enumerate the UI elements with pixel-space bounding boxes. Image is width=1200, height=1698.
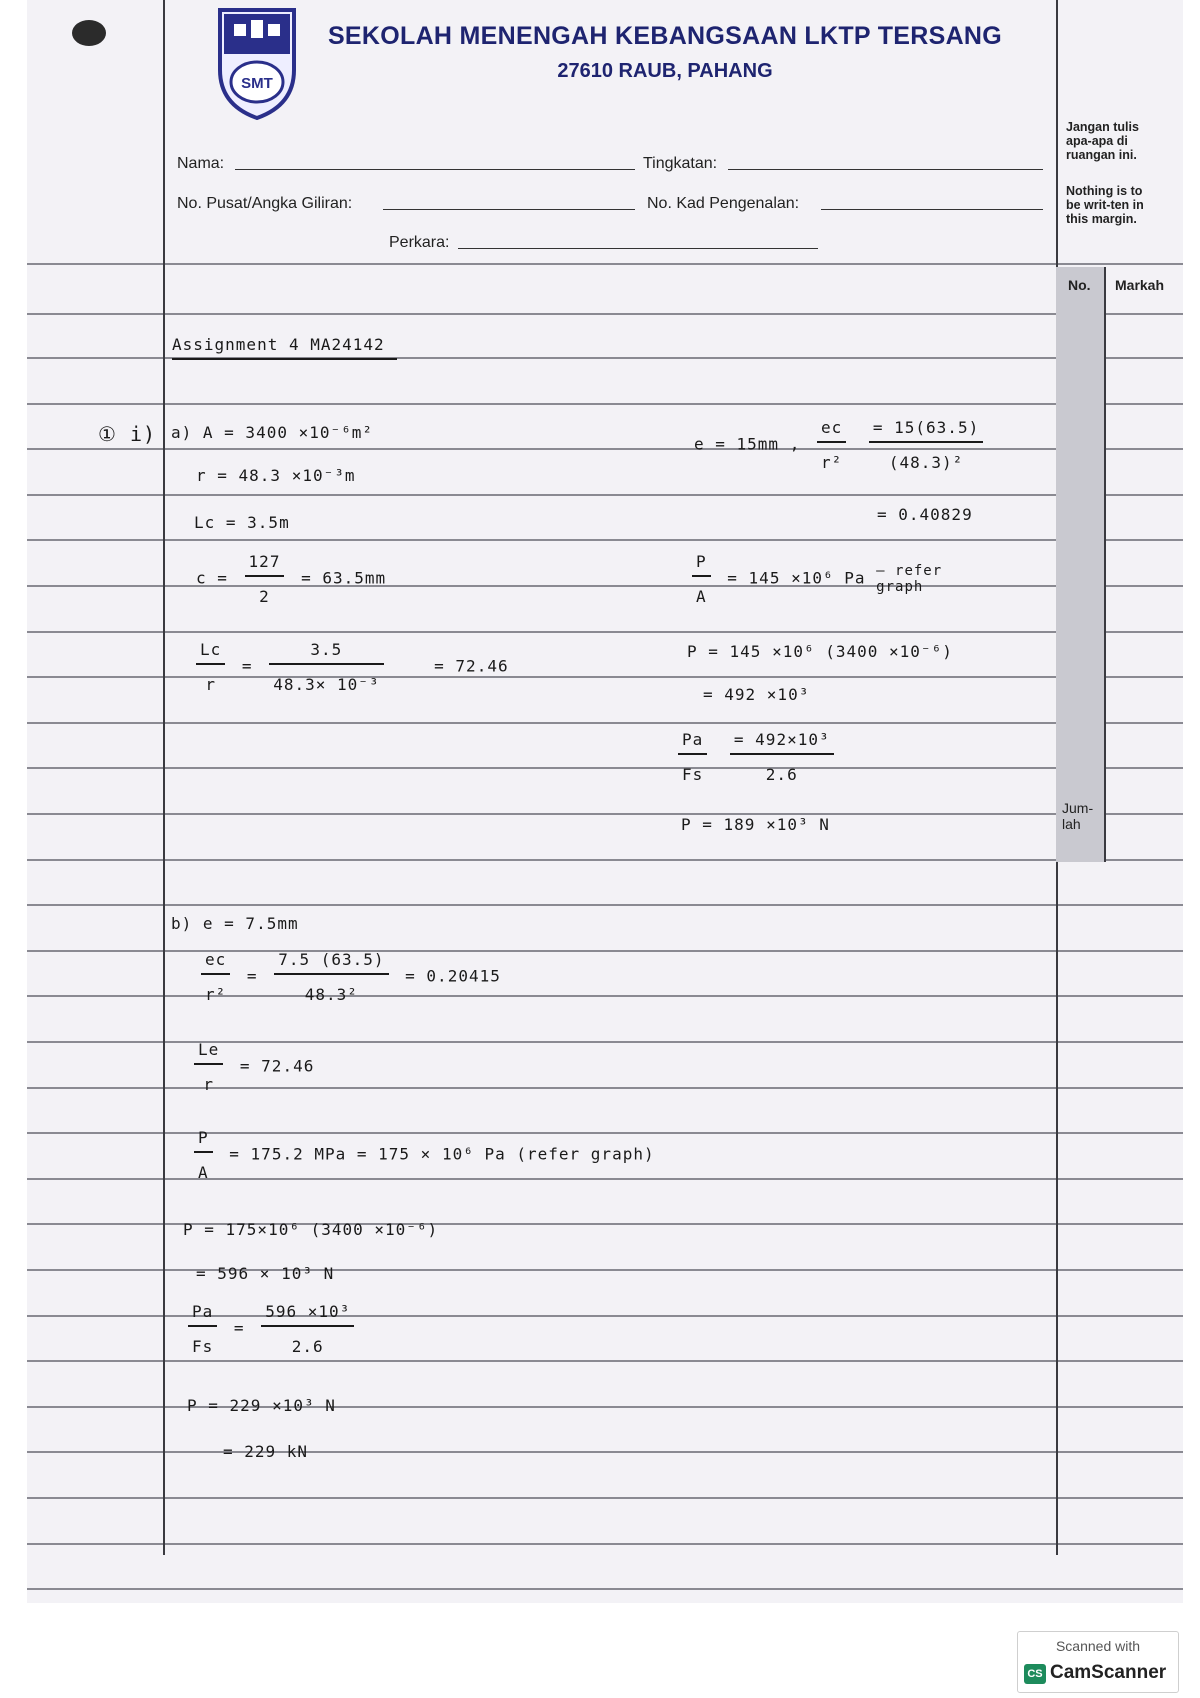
ruled-line <box>27 1543 1183 1545</box>
camscanner-icon: CS <box>1024 1664 1046 1684</box>
a-allowable <box>672 730 840 784</box>
ruled-line <box>27 313 1183 315</box>
b-le-den: r <box>194 1063 223 1094</box>
c-rhs: = 63.5mm <box>301 568 387 588</box>
ruled-line <box>27 1588 1183 1590</box>
a-load-calc: P = 145 ×10⁶ (3400 ×10⁻⁶) <box>687 642 953 661</box>
scanned-with-text: Scanned with <box>1055 1638 1141 1654</box>
a-radius: r = 48.3 ×10⁻³m <box>196 466 356 485</box>
a-final-load: P = 189 ×10³ N <box>681 815 830 834</box>
pa-den: A <box>692 575 711 606</box>
margin-note-english: Nothing is to be writ-ten in this margin. <box>1066 184 1144 226</box>
ec-rden: (48.3)² <box>869 441 983 472</box>
marks-column-divider <box>1104 267 1106 862</box>
pa-note: – refer graph <box>876 563 943 595</box>
b-stress <box>188 1128 655 1182</box>
a-effective-length: Lc = 3.5m <box>194 513 290 532</box>
a-area: a) A = 3400 ×10⁻⁶m² <box>171 423 374 442</box>
c-num: 127 <box>248 552 281 571</box>
b-slenderness <box>188 1040 314 1094</box>
margin-note-malay: Jangan tulis apa-apa di ruangan ini. <box>1066 120 1139 162</box>
b-le-num: Le <box>198 1040 220 1059</box>
punch-hole <box>72 20 106 46</box>
a-stress <box>686 552 966 606</box>
a-eccentricity-ratio <box>694 418 989 472</box>
lcr-den: 48.3× 10⁻³ <box>269 663 383 694</box>
ruled-line <box>27 539 1183 541</box>
nama-label: Nama: <box>177 155 225 172</box>
ruled-line <box>27 722 1183 724</box>
b-ec-result: = 0.20415 <box>405 966 501 986</box>
a-ec-result: = 0.40829 <box>877 505 973 524</box>
b-allowable: $\frac{Pa}{Fs}$ = $\frac{\text{596 ×10³}}{2.6}$ <box>182 1302 360 1356</box>
a-c-calc <box>196 552 386 606</box>
b-eccentricity-ratio: $\frac{ec}{\text{r²}}$ = $\frac{7.5 (63.5)}{\text{48.3²}}$ = 0.20415 <box>195 950 501 1004</box>
paper-sheet <box>27 0 1183 1603</box>
b-pa-rhs: = 175.2 MPa = 175 × 10⁶ Pa (refer graph) <box>229 1144 655 1164</box>
ruled-line <box>27 1360 1183 1362</box>
lcr-lhs-den: r <box>196 663 225 694</box>
b-final-load: P = 229 ×10³ N <box>187 1396 336 1415</box>
pafs-rnum: = 492×10³ <box>733 730 830 749</box>
jumlah-label: Jum-lah <box>1062 800 1094 832</box>
question-number: ① i) <box>98 422 157 446</box>
ruled-line <box>27 263 1183 265</box>
school-address: 27610 RAUB, PAHANG <box>557 60 773 82</box>
assignment-heading: Assignment 4 MA24142 <box>172 335 397 360</box>
ruled-line <box>27 813 1183 815</box>
column-markah: Markah <box>1115 277 1165 293</box>
marks-column-shade <box>1056 267 1105 862</box>
column-no: No. <box>1068 277 1091 293</box>
ruled-line <box>27 859 1183 861</box>
b-final-kn: = 229 kN <box>223 1442 309 1461</box>
left-margin-line <box>163 0 165 1555</box>
ruled-line <box>27 403 1183 405</box>
b-ec-num: ec <box>205 950 227 969</box>
b-pa-num: P <box>198 1128 209 1147</box>
ec-num: ec <box>820 418 843 437</box>
b-pafs-rnum: 596 ×10³ <box>265 1302 351 1321</box>
no-kad-field[interactable] <box>821 208 1043 210</box>
pa-rhs: = 145 ×10⁶ Pa <box>727 568 866 588</box>
tingkatan-field[interactable] <box>728 168 1043 170</box>
ruled-line <box>27 631 1183 633</box>
ruled-line <box>27 494 1183 496</box>
school-name: SEKOLAH MENENGAH KEBANGSAAN LKTP TERSANG <box>327 22 1003 50</box>
c-lhs: c = <box>196 568 228 588</box>
ruled-line <box>27 448 1183 450</box>
ec-rnum: = 15(63.5) <box>872 418 980 437</box>
ruled-line <box>27 1497 1183 1499</box>
b-pafs-den: Fs <box>188 1325 217 1356</box>
pafs-rden: 2.6 <box>730 753 834 784</box>
b-load-result: = 596 × 10³ N <box>196 1264 335 1283</box>
school-logo <box>210 0 304 120</box>
tingkatan-label: Tingkatan: <box>643 155 718 172</box>
nama-field[interactable] <box>235 168 635 170</box>
pafs-den: Fs <box>678 753 707 784</box>
b-ec-rnum: 7.5 (63.5) <box>278 950 385 969</box>
ruled-line <box>27 767 1183 769</box>
b-pafs-num: Pa <box>192 1302 214 1321</box>
b-le-rhs: = 72.46 <box>239 1056 315 1076</box>
no-kad-label: No. Kad Pengenalan: <box>647 195 800 212</box>
c-den: 2 <box>245 575 285 606</box>
logo-text: SMT <box>241 75 273 92</box>
b-eccentricity: b) e = 7.5mm <box>171 914 299 933</box>
perkara-field[interactable] <box>458 247 818 249</box>
ruled-line <box>27 904 1183 906</box>
lcr-rhs: = 72.46 <box>434 656 509 676</box>
ec-den: r² <box>817 441 846 472</box>
e-value: e = 15mm , <box>694 434 801 454</box>
perkara-label: Perkara: <box>389 234 450 251</box>
b-pa-den: A <box>194 1151 213 1182</box>
camscanner-brand: CamScanner <box>1050 1662 1167 1683</box>
b-ec-rden: 48.3² <box>274 973 388 1004</box>
a-slenderness: $\frac{Lc}{r}$ = $\frac{3.5}{\text{48.3× 10⁻³}}$ = 72.46 <box>190 640 509 694</box>
camscanner-badge <box>1017 1631 1179 1693</box>
b-load-calc: P = 175×10⁶ (3400 ×10⁻⁶) <box>183 1220 439 1239</box>
lcr-num: 3.5 <box>310 640 343 659</box>
pafs-num: Pa <box>682 730 704 749</box>
b-pafs-rden: 2.6 <box>261 1325 354 1356</box>
b-ec-den: r² <box>201 973 230 1004</box>
lcr-lhs-num: Lc <box>200 640 222 659</box>
ruled-line <box>27 1451 1183 1453</box>
no-pusat-field[interactable] <box>383 208 635 210</box>
pa-num: P <box>696 552 707 571</box>
no-pusat-label: No. Pusat/Angka Giliran: <box>177 195 353 212</box>
a-load-result: = 492 ×10³ <box>703 685 810 704</box>
